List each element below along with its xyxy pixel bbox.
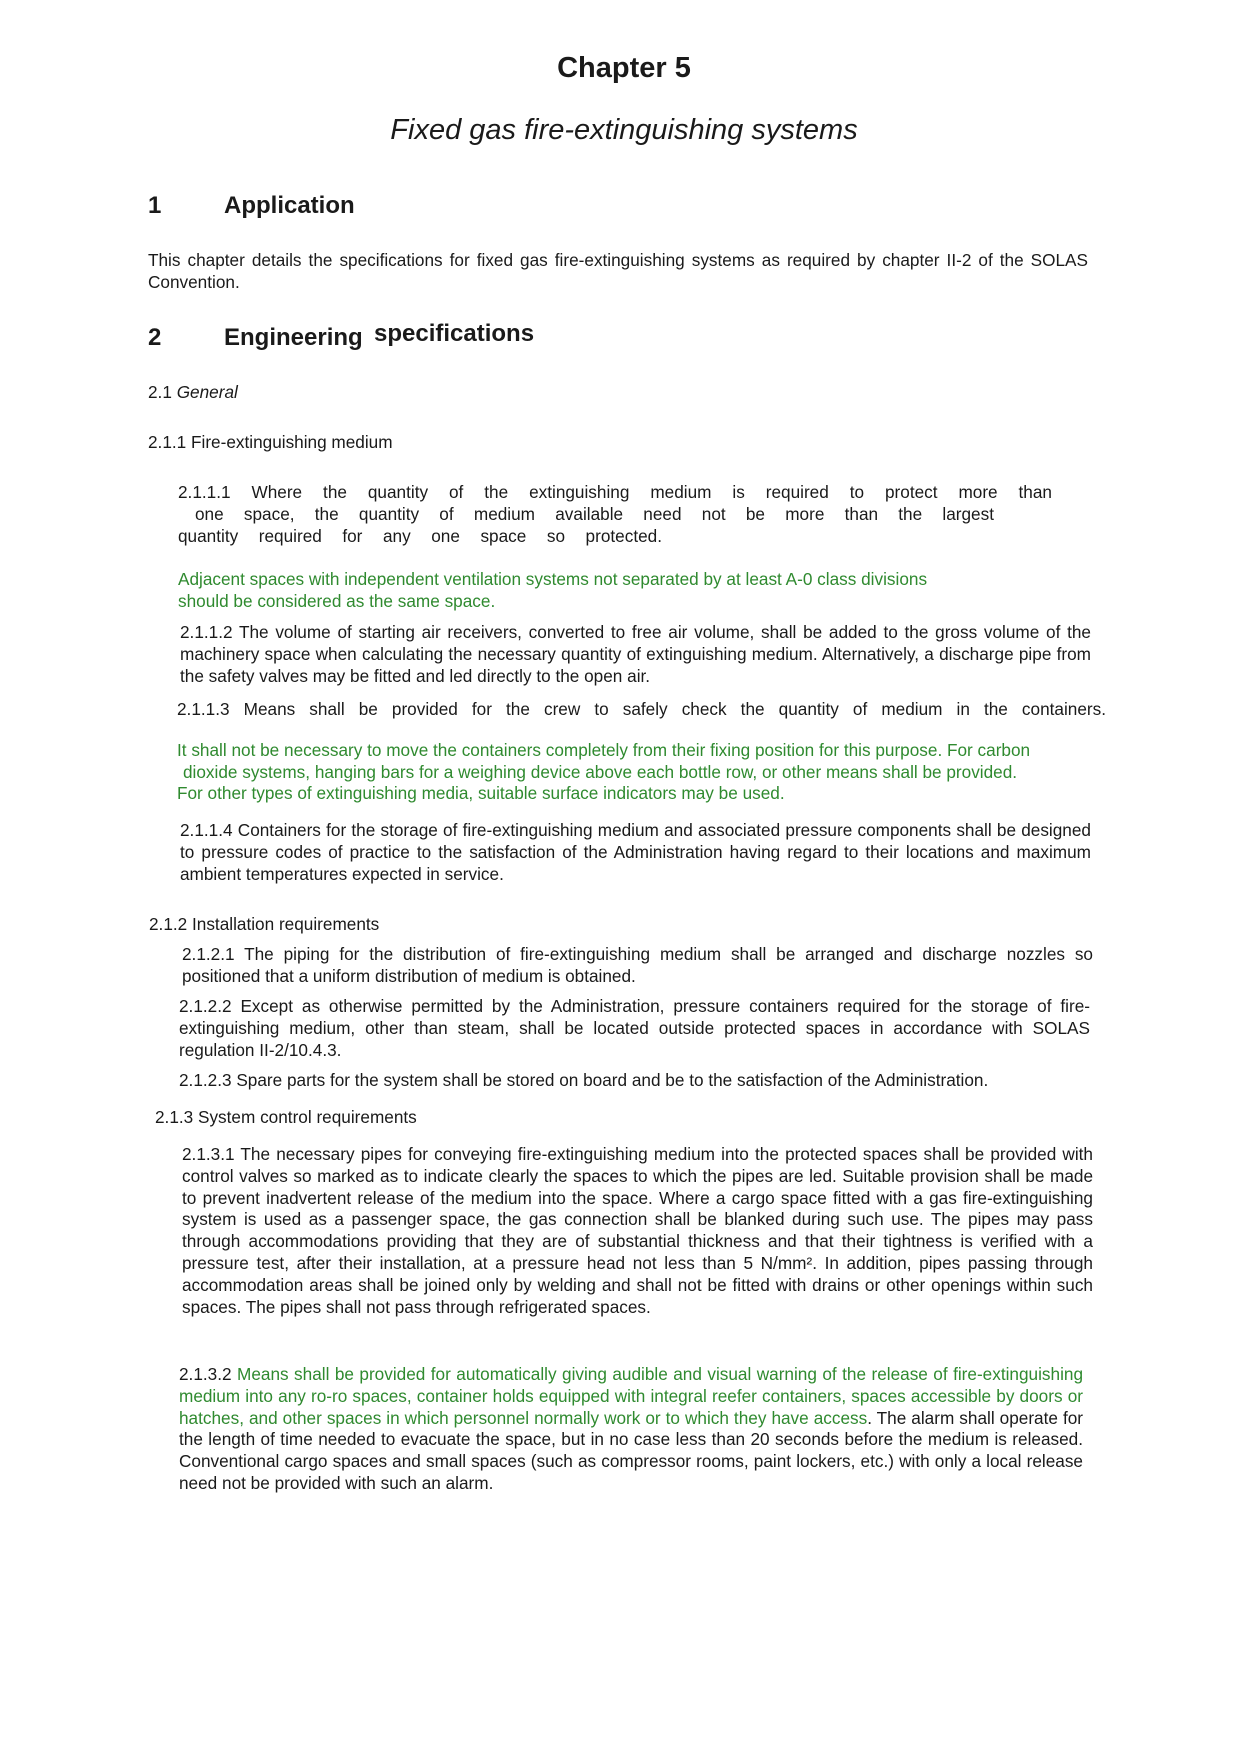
para-2-1-2-3: 2.1.2.3 Spare parts for the system shall be stored on board and be to the satisfaction of the Administration. [179, 1070, 989, 1090]
subsection-2-1-2: 2.1.2 Installation requirements [149, 914, 380, 934]
para-2-1-3-2-green-4: have access [771, 1407, 868, 1428]
section-2-title-part1: Engineering [224, 324, 363, 351]
para-2-1-2-2: 2.1.2.2 Except as otherwise permitted by the Administration, pressure containers required for the storage of fire-extinguishing medium, other than steam, shall be located outside protected spaces in accordance with SOLAS regulation II-2/10.4.3. [179, 996, 1090, 1060]
note-2-1-1-3-line-2: dioxide systems, hanging bars for a weighing device above each bottle row, or other means shall be provided. [183, 762, 1018, 782]
note-2-1-1-3-line-1: It shall not be necessary to move the containers completely from their fixing position for this purpose. For carbon [177, 740, 1031, 760]
note-2-1-1-1-line-2: should be considered as the same space. [178, 591, 496, 611]
chapter-title: Chapter 5 [557, 52, 691, 84]
subsection-2-1-3: 2.1.3 System control requirements [155, 1107, 417, 1127]
para-2-1-3-2-rest: . The alarm shall operate for the length of time needed to evacuate the space, but in no case less than 20 seconds before the medium is released. Conventional cargo spaces and small spaces (such as compressor rooms, paint lockers, etc.) with only a local release need not be provided with such an alarm. [179, 1407, 1083, 1493]
para-2-1-1-1-line-1: 2.1.1.1 Where the quantity of the extinguishing medium is required to protect more than [178, 482, 1052, 502]
chapter-subtitle: Fixed gas fire-extinguishing systems [390, 114, 858, 146]
para-2-1-3-2-green-2: fire-extinguishing medium into any ro-ro spaces, container holds equipped with integral reefer containers, [179, 1364, 1084, 1406]
subsection-2-1-1: 2.1.1 Fire-extinguishing medium [148, 432, 393, 452]
section-1-number: 1 [148, 192, 162, 219]
note-2-1-1-1-line-1: Adjacent spaces with independent ventilation systems not separated by at least A-0 class divisions [178, 569, 928, 589]
para-2-1-3-2 [179, 1364, 1083, 1495]
para-2-1-3-2-number: 2.1.3.2 [179, 1364, 232, 1384]
section-2-title-part2: specifications [374, 320, 535, 347]
section-1-title: Application [224, 192, 355, 219]
subsection-2-1-number: 2.1 [148, 382, 172, 402]
para-2-1-1-3: 2.1.1.3 Means shall be provided for the crew to safely check the quantity of medium in the containers. [177, 699, 1106, 719]
subsection-2-1-title: General [176, 382, 238, 402]
para-2-1-3-2-green-1: Means shall be provided for automatically giving audible and visual warning of the release of [237, 1364, 948, 1384]
para-2-1-1-4: 2.1.1.4 Containers for the storage of fire-extinguishing medium and associated pressure components shall be designed to pressure codes of practice to the satisfaction of the Administration having regard to their locations and maximum ambient temperatures expected in service. [180, 820, 1091, 884]
subsection-2-1 [148, 382, 238, 403]
para-2-1-1-1-line-2: one space, the quantity of medium available need not be more than the largest [195, 504, 994, 524]
para-2-1-3-1: 2.1.3.1 The necessary pipes for conveying fire-extinguishing medium into the protected spaces shall be provided with control valves so marked as to indicate clearly the spaces to which the pipes are led. Suitable provision shall be made to prevent inadvertent release of the medium into the space. Where a cargo space fitted with a gas fire-extinguishing system is used as a passenger space, the gas connection shall be blanked during such use. The pipes may pass through accommodations providing that they are of substantial thickness and that their tightness is verified with a pressure test, after their installation, at a pressure head not less than 5 N/mm². In addition, pipes passing through accommodation areas shall be joined only by welding and shall not be fitted with drains or other openings within such spaces. The pipes shall not pass through refrigerated spaces. [182, 1144, 1093, 1317]
section-2-number: 2 [148, 324, 162, 351]
para-2-1-1-1-line-3: quantity required for any one space so protected. [178, 526, 662, 546]
para-2-1-3-2-green-3: spaces accessible by doors or hatches, and other spaces in which personnel normally work or to which they [179, 1385, 1083, 1428]
para-2-1-1-2: 2.1.1.2 The volume of starting air receivers, converted to free air volume, shall be added to the gross volume of the machinery space when calculating the necessary quantity of extinguishing medium. Alternatively, a discharge pipe from the safety valves may be fitted and led directly to the open air. [180, 622, 1091, 686]
para-2-1-2-1: 2.1.2.1 The piping for the distribution of fire-extinguishing medium shall be arranged and discharge nozzles so positioned that a uniform distribution of medium is obtained. [182, 944, 1093, 986]
section-1-text: This chapter details the specifications for fixed gas fire-extinguishing systems as required by chapter II-2 of the SOLAS Convention. [148, 250, 1088, 292]
note-2-1-1-3-line-3: For other types of extinguishing media, suitable surface indicators may be used. [177, 783, 785, 803]
